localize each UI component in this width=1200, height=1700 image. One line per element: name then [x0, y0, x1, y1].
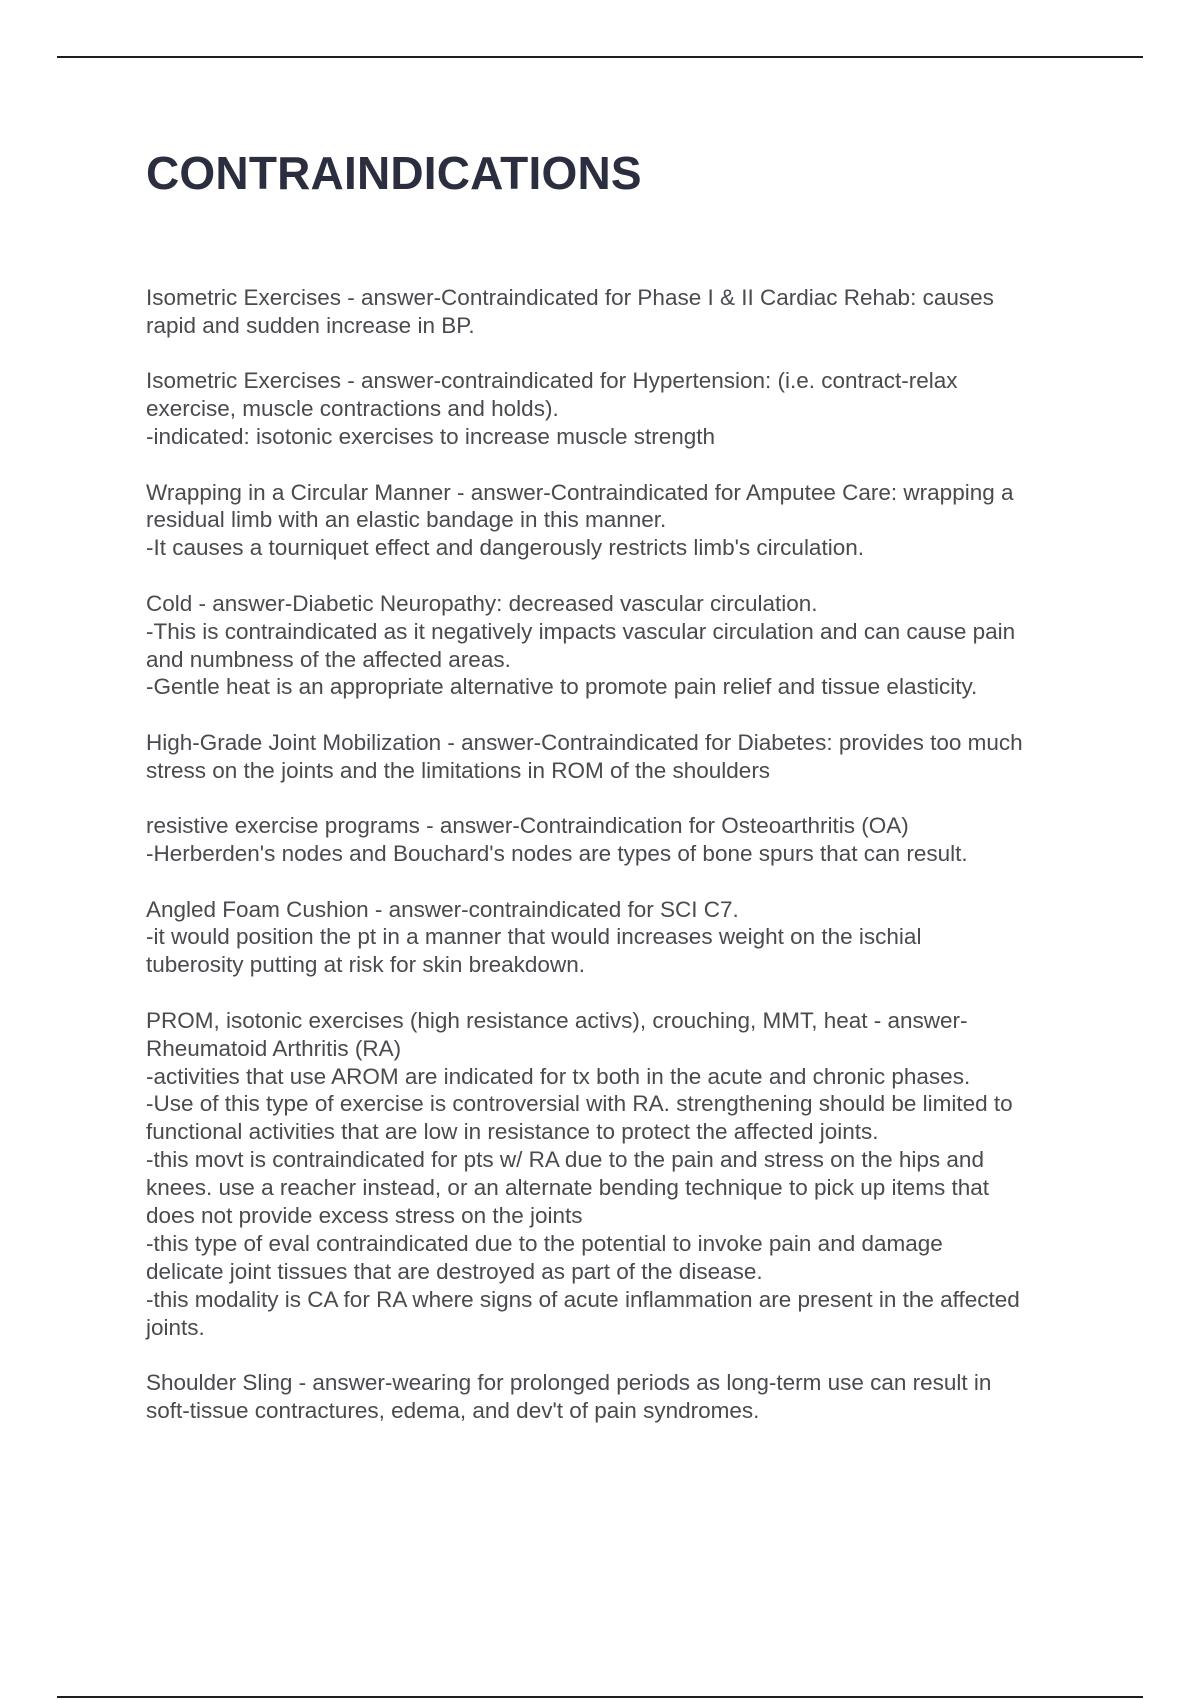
entry — [146, 479, 1106, 563]
entry — [146, 367, 1106, 451]
entry-line: Wrapping in a Circular Manner - answer-Contraindicated for Amputee Care: wrapping a — [146, 479, 1014, 505]
entry-line: resistive exercise programs - answer-Contraindication for Osteoarthritis (OA) — [146, 813, 909, 839]
entry-line: exercise, muscle contractions and holds). — [146, 396, 559, 422]
entry-line: and numbness of the affected areas. — [146, 646, 511, 672]
entry-line: -it would position the pt in a manner that would increases weight on the ischial — [146, 924, 922, 950]
bottom-rule — [57, 1696, 1143, 1698]
entries-list — [146, 284, 1106, 1452]
entry — [146, 896, 1106, 980]
entry-line: -this type of eval contraindicated due to the potential to invoke pain and damage — [146, 1230, 943, 1256]
entry — [146, 1369, 1106, 1425]
entry-line: residual limb with an elastic bandage in this manner. — [146, 507, 667, 533]
entry-line: High-Grade Joint Mobilization - answer-Contraindicated for Diabetes: provides too much — [146, 729, 1023, 755]
top-rule — [57, 56, 1143, 58]
entry-line: Rheumatoid Arthritis (RA) — [146, 1035, 402, 1061]
entry-line: -This is contraindicated as it negatively impacts vascular circulation and can cause pain — [146, 618, 1016, 644]
entry-line: -Use of this type of exercise is controversial with RA. strengthening should be limited to — [146, 1091, 1013, 1117]
document-title: CONTRAINDICATIONS — [146, 147, 642, 199]
entry-line: Angled Foam Cushion - answer-contraindicated for SCI C7. — [146, 896, 739, 922]
entry-line: does not provide excess stress on the joints — [146, 1203, 583, 1229]
entry — [146, 729, 1106, 785]
entry-line: delicate joint tissues that are destroyed as part of the disease. — [146, 1258, 763, 1284]
entry-line: -indicated: isotonic exercises to increase muscle strength — [146, 424, 716, 450]
entry-line: joints. — [146, 1314, 205, 1340]
entry — [146, 284, 1106, 340]
entry-line: -activities that use AROM are indicated for tx both in the acute and chronic phases. — [146, 1063, 971, 1089]
entry-line: stress on the joints and the limitations in ROM of the shoulders — [146, 757, 771, 783]
entry-line: soft-tissue contractures, edema, and dev't of pain syndromes. — [146, 1398, 760, 1423]
entry-line: tuberosity putting at risk for skin breakdown. — [146, 952, 585, 978]
entry-line: Isometric Exercises - answer-contraindicated for Hypertension: (i.e. contract-relax — [146, 368, 958, 394]
entry-line: -Herberden's nodes and Bouchard's nodes are types of bone spurs that can result. — [146, 841, 968, 867]
entry-line: -Gentle heat is an appropriate alternative to promote pain relief and tissue elasticity. — [146, 674, 978, 700]
entry-line: rapid and sudden increase in BP. — [146, 312, 475, 338]
entry — [146, 812, 1106, 868]
entry-line: -this movt is contraindicated for pts w/ RA due to the pain and stress on the hips and — [146, 1147, 984, 1173]
entry-line: knees. use a reacher instead, or an alternate bending technique to pick up items that — [146, 1175, 990, 1201]
entry-line: Cold - answer-Diabetic Neuropathy: decreased vascular circulation. — [146, 590, 818, 616]
entry-line: -this modality is CA for RA where signs of acute inflammation are present in the affected — [146, 1286, 1020, 1312]
entry-line: Isometric Exercises - answer-Contraindicated for Phase I & II Cardiac Rehab: causes — [146, 285, 994, 310]
entry-line: Shoulder Sling - answer-wearing for prolonged periods as long-term use can result in — [146, 1370, 992, 1396]
entry — [146, 590, 1106, 702]
entry — [146, 1007, 1106, 1342]
entry-line: functional activities that are low in resistance to protect the affected joints. — [146, 1119, 879, 1145]
entry-line: PROM, isotonic exercises (high resistance activs), crouching, MMT, heat - answer- — [146, 1007, 968, 1033]
entry-line: -It causes a tourniquet effect and dangerously restricts limb's circulation. — [146, 535, 864, 561]
